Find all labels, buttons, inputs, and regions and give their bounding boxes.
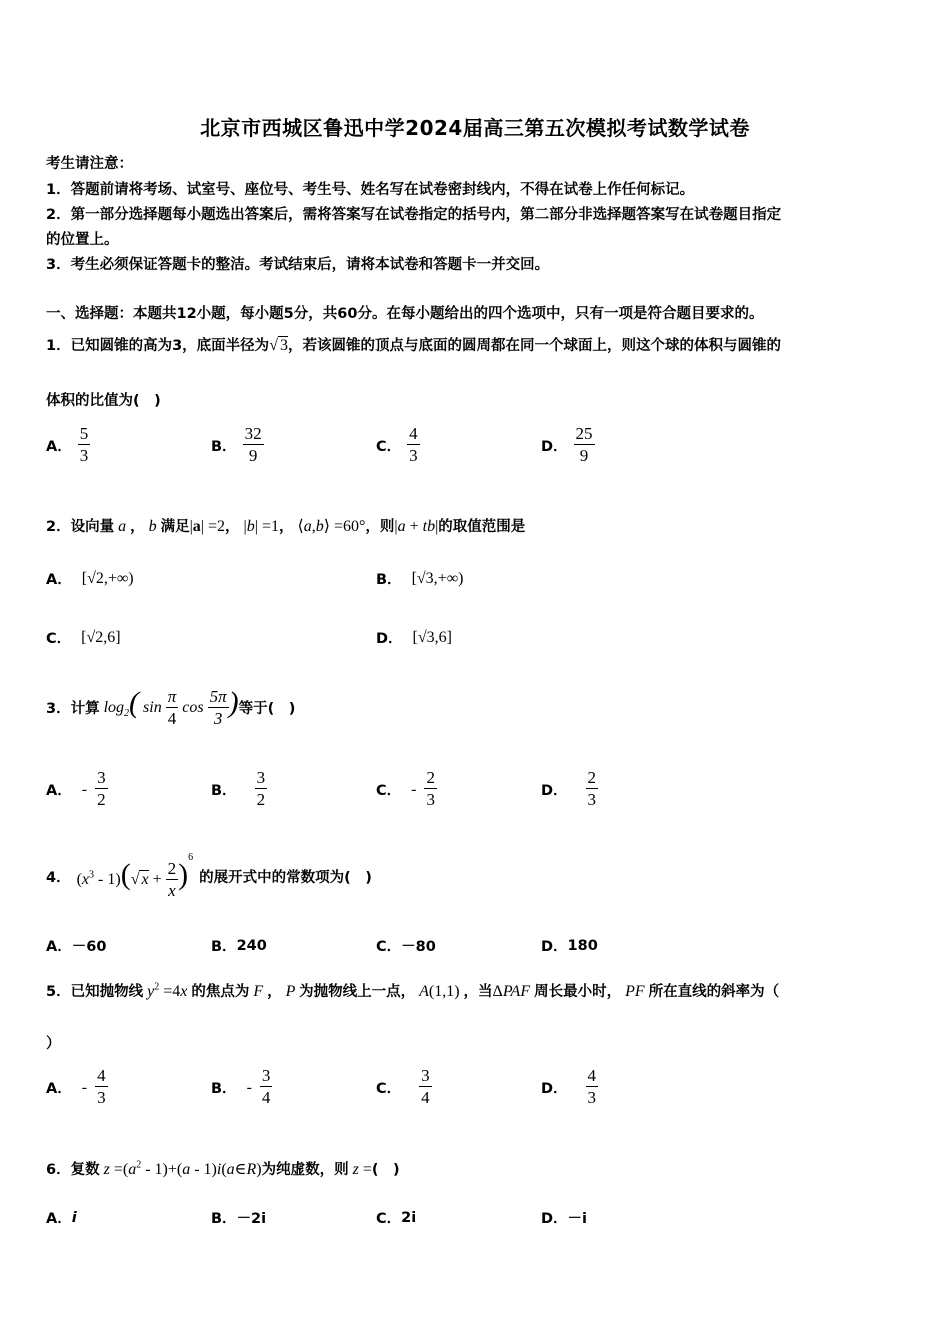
option-label: C． <box>376 1081 402 1097</box>
option-label: C． <box>376 1211 402 1227</box>
option-label: D． <box>541 783 568 799</box>
q5-text-a: 5．已知抛物线 <box>46 984 144 1000</box>
option-label: B． <box>376 572 402 588</box>
q5-text-f: 周长最小时， <box>534 984 622 1000</box>
sign: - <box>81 780 88 798</box>
q2-option-d[interactable] <box>376 627 452 648</box>
q5-option-c[interactable] <box>376 1066 432 1109</box>
notice-item-3: 3．考生必须保证答题卡的整洁。考试结束后，请将本试卷和答题卡一并交回。 <box>46 257 550 273</box>
fraction: $\frac{2}{3}$ <box>587 768 597 809</box>
q4-text-b: 的展开式中的常数项为( ) <box>199 870 372 887</box>
q6-option-c[interactable] <box>376 1207 416 1228</box>
vector-a: a <box>114 518 131 535</box>
binomial-expression: $(x^3 - 1)(√$ x + $\frac{2}{x}$ )$^6$ <box>76 852 194 900</box>
option-value: －60 <box>71 939 107 955</box>
sign: - <box>246 1078 252 1096</box>
notice-item-1: 1．答题前请将考场、试室号、座位号、考生号、姓名写在试卷密封线内，不得在试卷上作任何标记。 <box>46 182 695 198</box>
option-value: [√3,6] <box>412 628 452 646</box>
option-label: C． <box>376 439 402 455</box>
q3-option-d[interactable] <box>541 768 598 811</box>
fraction: $\frac{3}{4}$ <box>421 1066 430 1107</box>
q5-option-a[interactable] <box>46 1066 108 1109</box>
notice-heading: 考生请注意： <box>46 156 133 172</box>
option-label: D． <box>541 1211 568 1227</box>
option-label: B． <box>211 439 237 455</box>
fraction: $\frac{4}{3}$ <box>97 1066 106 1107</box>
q3-text-b: 等于( ) <box>238 701 296 718</box>
fraction: $\frac{3}{2}$ <box>97 768 106 809</box>
q6-text-c: ( ) <box>371 1162 400 1178</box>
q2-option-a[interactable] <box>46 568 134 589</box>
option-label: D． <box>541 1081 568 1097</box>
q3-option-c[interactable] <box>376 768 437 811</box>
question-5 <box>46 980 779 1001</box>
fraction: $\frac{3}{4}$ <box>261 1066 271 1107</box>
q3-option-b[interactable] <box>211 768 267 811</box>
option-label: A． <box>46 439 72 455</box>
option-value: [√2,6] <box>81 628 121 646</box>
q5-text-d: 为抛物线上一点， <box>299 984 416 1000</box>
option-label: C． <box>376 939 402 955</box>
option-value: －80 <box>401 939 436 955</box>
fraction: $\frac{3}{2}$ <box>256 768 266 809</box>
q1-text-b: ，若该圆锥的顶点与底面的圆周都在同一个球面上，则这个球的体积与圆锥的 <box>287 338 781 354</box>
option-label: A． <box>46 939 72 955</box>
cond-norm-b: |b| =1 <box>239 518 279 535</box>
q5-text-e: ，当 <box>463 984 493 1000</box>
cond-angle: ⟨a,b⟩ =60° <box>293 518 366 535</box>
option-label: B． <box>211 1081 237 1097</box>
q1-option-d[interactable] <box>541 424 595 467</box>
q2-option-c[interactable] <box>46 627 121 648</box>
point-A: A(1,1) <box>419 983 464 1000</box>
expr-norm: |a + tb| <box>394 518 439 535</box>
z-equals: z = <box>352 1161 372 1178</box>
question-4 <box>46 852 372 902</box>
q5-option-d[interactable] <box>541 1066 598 1109</box>
q6-option-a[interactable] <box>46 1207 77 1228</box>
fraction: $\frac{32}{9}$ <box>244 424 262 465</box>
q1-option-a[interactable] <box>46 424 90 467</box>
q5-text-g: 所在直线的斜率为（ <box>648 984 780 1000</box>
option-label: A． <box>46 1081 72 1097</box>
fraction: $\frac{4}{3}$ <box>409 424 418 465</box>
fraction: $\frac{4}{3}$ <box>587 1066 597 1107</box>
q6-text-a: 6．复数 <box>46 1162 100 1178</box>
fraction: $\frac{25}{9}$ <box>575 424 593 465</box>
cond-norm-a: |a| =2 <box>189 518 226 535</box>
option-value: [√2,+∞) <box>81 569 134 587</box>
q4-option-c[interactable] <box>376 935 436 956</box>
q2-text-a: 2．设向量 <box>46 519 115 535</box>
vector-b: b <box>144 518 161 535</box>
sign: - <box>411 780 417 798</box>
q6-option-b[interactable] <box>211 1207 266 1228</box>
notice-item-2-cont: 的位置上。 <box>46 232 119 248</box>
q2-text-b: ， <box>130 519 145 535</box>
q4-option-a[interactable] <box>46 935 106 956</box>
q1-option-c[interactable] <box>376 424 420 467</box>
q3-option-a[interactable] <box>46 768 108 811</box>
option-label: C． <box>376 783 402 799</box>
q5-text-b: 的焦点为 <box>191 984 250 1000</box>
sign: - <box>81 1078 88 1096</box>
q5-option-b[interactable] <box>211 1066 272 1109</box>
q1-text-c: 体积的比值为( ) <box>46 393 161 409</box>
fraction: $\frac{2}{3}$ <box>426 768 435 809</box>
option-label: B． <box>211 783 237 799</box>
option-label: D． <box>541 939 568 955</box>
q4-text-a: 4． <box>46 870 71 887</box>
option-value: －2i <box>236 1211 267 1227</box>
option-label: A． <box>46 783 72 799</box>
q5-text-c: ， <box>267 984 282 1000</box>
log-expression: $\log_2$( sin $\frac{\pi}{4}$ cos $\frac{5\pi}{3}$ ) <box>103 686 239 728</box>
q1-text-a: 1．已知圆锥的高为3，底面半径为 <box>46 338 270 354</box>
q6-option-d[interactable] <box>541 1207 587 1228</box>
option-value: [√3,+∞) <box>411 569 464 587</box>
option-label: C． <box>46 631 72 647</box>
q4-option-b[interactable] <box>211 935 267 956</box>
option-value: 180 <box>567 937 598 954</box>
section-heading: 一、选择题：本题共12小题，每小题5分，共60分。在每小题给出的四个选项中，只有一项是符合题目要求的。 <box>46 306 764 322</box>
exam-title: 北京市西城区鲁迅中学2024届高三第五次模拟考试数学试卷 <box>200 116 750 140</box>
option-label: A． <box>46 1211 72 1227</box>
q4-option-d[interactable] <box>541 935 598 956</box>
question-6 <box>46 1158 400 1179</box>
complex-expression: $z =(a^2 - 1)+(a$ - 1)i(a∈R) <box>103 1159 262 1178</box>
question-3 <box>46 686 295 730</box>
option-label: B． <box>211 939 237 955</box>
point-P: P <box>281 983 300 1000</box>
option-label: D． <box>376 631 403 647</box>
q2-option-b[interactable] <box>376 568 463 589</box>
notice-item-2: 2．第一部分选择题每小题选出答案后，需将答案写在试卷指定的括号内，第二部分非选择题答案写在试卷题目指定 <box>46 207 782 223</box>
option-value: 240 <box>236 937 267 954</box>
fraction: $\frac{5}{3}$ <box>79 424 89 465</box>
option-value: 2i <box>401 1209 417 1226</box>
focus-F: F <box>249 983 268 1000</box>
triangle-PAF: ΔPAF <box>492 983 531 1000</box>
line-PF: PF <box>621 983 649 1000</box>
question-2 <box>46 515 525 536</box>
q2-text-g: 的取值范围是 <box>438 519 526 535</box>
parabola-eq: $y^2 =4x$ <box>147 981 188 1000</box>
option-label: D． <box>541 439 568 455</box>
q6-text-b: 为纯虚数，则 <box>261 1162 349 1178</box>
q2-text-f: ，则 <box>365 519 395 535</box>
option-label: B． <box>211 1211 237 1227</box>
q2-text-d: ， <box>225 519 240 535</box>
q1-sqrt3: √ 3 <box>269 337 288 354</box>
question-1 <box>46 334 781 355</box>
option-label: A． <box>46 572 72 588</box>
q2-text-e: ， <box>278 519 294 535</box>
q3-text-a: 3．计算 <box>46 701 100 718</box>
q5-text-h: ） <box>46 1036 61 1052</box>
option-value: i <box>71 1209 77 1226</box>
option-value: －i <box>567 1211 588 1227</box>
q2-text-c: 满足 <box>160 519 190 535</box>
q1-option-b[interactable] <box>211 424 264 467</box>
